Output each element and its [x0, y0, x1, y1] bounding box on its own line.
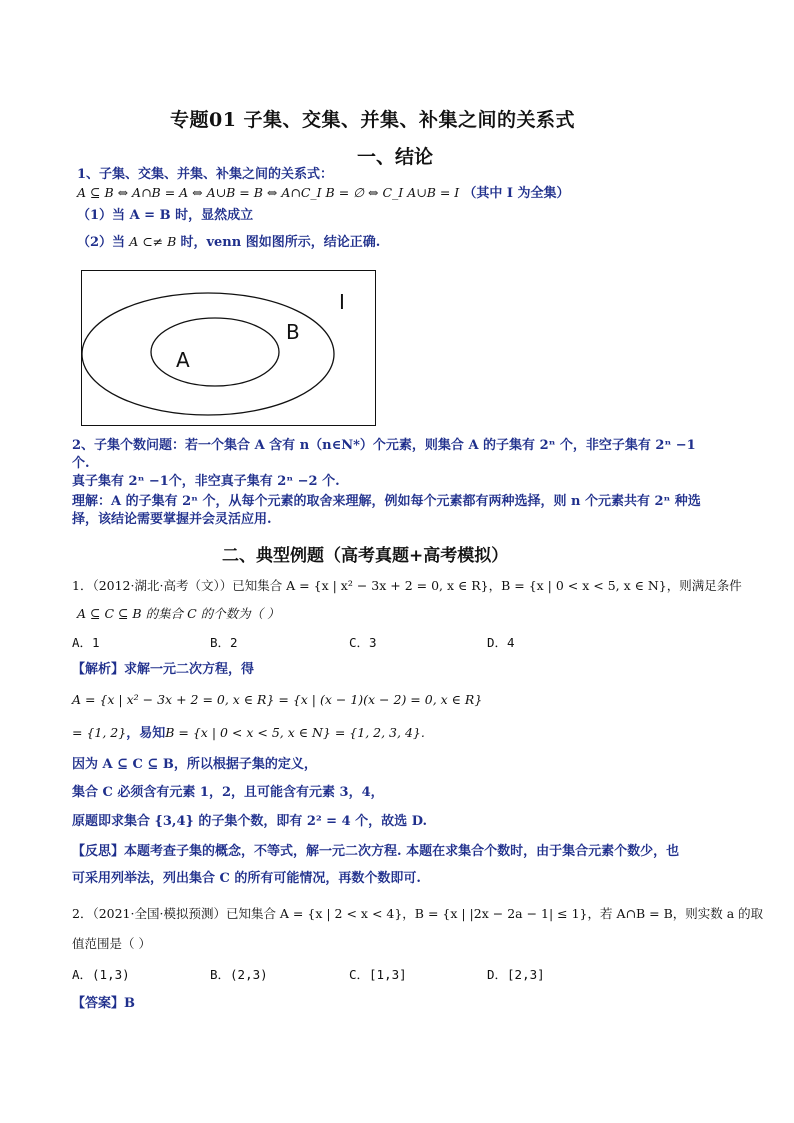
- venn-svg: [82, 271, 377, 427]
- venn-set-b: [82, 293, 334, 415]
- q1-analysis-line1: [72, 661, 254, 679]
- venn-set-a: [151, 318, 279, 386]
- understand-line1: 理解：A 的子集有 2ⁿ 个，从每个元素的取舍来理解，例如每个元素都有两种选择，则 n 个元素共有 2ⁿ 种选: [72, 494, 701, 509]
- q1-line1: 1．（2012·湖北·高考（文））已知集合 A = {x | x² − 3x + 2 = 0, x ∈ R}，B = {x | 0 < x < 5, x ∈ N}，则满足条件: [72, 578, 742, 593]
- analysis-math3b: B = {x | 0 < x < 5, x ∈ N} = {1, 2, 3, 4}.: [165, 725, 425, 740]
- case1-text: （1）当 A = B 时，显然成立: [77, 208, 254, 223]
- reflect-tag: 【反思】: [72, 844, 125, 859]
- q1-option-a: A．1: [72, 635, 100, 650]
- section-heading-examples: 二、典型例题（高考真题+高考模拟）: [222, 546, 509, 566]
- venn-label-a: A: [176, 348, 190, 372]
- venn-diagram: [81, 270, 376, 426]
- analysis-tag: 【解析】: [72, 662, 125, 677]
- q1-line2: A ⊆ C ⊆ B 的集合 C 的个数为（ ）: [77, 606, 280, 621]
- venn-label-i: I: [339, 290, 345, 314]
- relation-line: [77, 184, 570, 203]
- q2-option-d: D．[2,3]: [487, 967, 545, 982]
- relation-note: （其中 I 为全集）: [463, 186, 570, 201]
- case2-suffix: 时，venn 图如图所示，结论正确.: [180, 235, 381, 250]
- case2-line: [77, 233, 380, 252]
- case2-math: A ⊂≠ B: [129, 234, 177, 249]
- section-heading-conclusion: 一、结论: [357, 146, 434, 168]
- q2-answer-line: [72, 995, 135, 1013]
- relation-formula: A ⊆ B ⇔ A∩B = A ⇔ A∪B = B ⇔ A∩C_I B = ∅ ⇔ C_I A∪B = I: [77, 185, 460, 200]
- q1-analysis-line3: [72, 724, 425, 743]
- q1-option-c: C．3: [349, 635, 377, 650]
- item1-label: 1、子集、交集、并集、补集之间的关系式：: [77, 167, 334, 182]
- q1-analysis-line5: 集合 C 必须含有元素 1，2，且可能含有元素 3，4，: [72, 785, 384, 800]
- analysis-text1: 求解一元二次方程，得: [124, 662, 255, 677]
- venn-label-b: B: [286, 320, 300, 344]
- answer-value: B: [124, 996, 136, 1011]
- q2-option-b: B．(2,3): [210, 967, 268, 982]
- q2-option-a: A．(1,3): [72, 967, 130, 982]
- q1-option-d: D．4: [487, 635, 515, 650]
- q1-analysis-line4: 因为 A ⊆ C ⊆ B，所以根据子集的定义，: [72, 757, 317, 772]
- q1-option-b: B．2: [210, 635, 238, 650]
- q1-analysis-line6: 原题即求集合 {3,4} 的子集个数，即有 2² = 4 个，故选 D.: [72, 814, 428, 829]
- analysis-text3: ，易知: [126, 726, 166, 741]
- analysis-math2: A = {x | x² − 3x + 2 = 0, x ∈ R} = {x | (x − 1)(x − 2) = 0, x ∈ R}: [72, 692, 483, 707]
- analysis-math3a: = {1, 2}: [72, 725, 127, 740]
- item2-line2: 个.: [72, 456, 90, 471]
- answer-tag: 【答案】: [72, 996, 125, 1011]
- case2-prefix: （2）当: [77, 235, 126, 250]
- q1-reflect-line2: 可采用列举法，列出集合 C 的所有可能情况，再数个数即可.: [72, 871, 421, 886]
- item2-line1: 2、子集个数问题：若一个集合 A 含有 n（n∈N*）个元素，则集合 A 的子集有 2ⁿ 个，非空子集有 2ⁿ −1: [72, 438, 696, 453]
- q1-analysis-line2: [72, 691, 482, 710]
- q1-reflect-line1: [72, 843, 679, 861]
- understand-line2: 择，该结论需要掌握并会灵活应用.: [72, 512, 272, 527]
- document-title: 专题01 子集、交集、并集、补集之间的关系式: [170, 109, 576, 131]
- q2-line1: 2．（2021·全国·模拟预测）已知集合 A = {x | 2 < x < 4}，B = {x | |2x − 2a − 1| ≤ 1}，若 A∩B = B，则实数 a 的取: [72, 906, 764, 921]
- q2-option-c: C．[1,3]: [349, 967, 407, 982]
- item2-line3: 真子集有 2ⁿ −1个，非空真子集有 2ⁿ −2 个.: [72, 474, 340, 489]
- reflect-text1: 本题考查子集的概念，不等式，解一元二次方程. 本题在求集合个数时，由于集合元素个数少，也: [124, 844, 680, 859]
- q2-line2: 值范围是（ ）: [72, 936, 151, 951]
